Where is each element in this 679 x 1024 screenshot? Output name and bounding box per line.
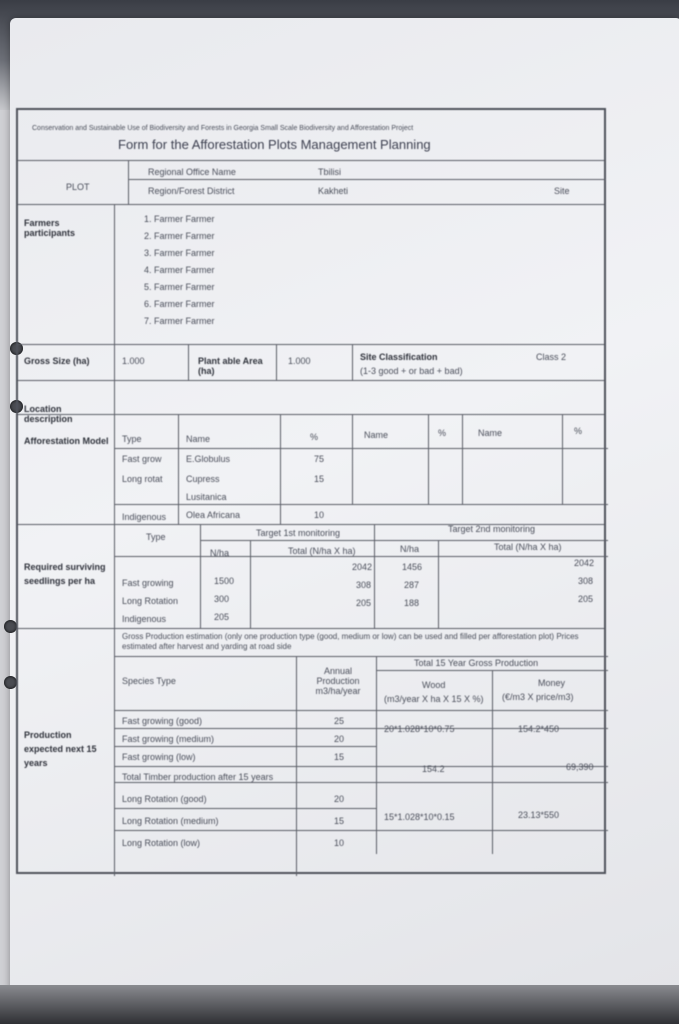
model-name-0: E.Globulus <box>186 454 231 464</box>
species-type-label: Species Type <box>122 676 176 686</box>
seedlings-n1-3: 205 <box>214 612 230 622</box>
seedlings-t1-2: 205 <box>356 598 372 608</box>
seedlings-n1-2: 300 <box>214 594 230 604</box>
site-class-label: Site Classification <box>360 352 438 362</box>
model-pct-1: 15 <box>314 474 325 484</box>
model-col-pct-3: % <box>574 426 583 436</box>
plant-area-value: 1.000 <box>288 356 311 366</box>
gross-size-label: Gross Size (ha) <box>24 356 90 366</box>
seedlings-col-target1: Target 1st monitoring <box>256 528 341 538</box>
prod-wood-3: 154.2 <box>422 764 445 774</box>
background-bottom <box>0 985 679 1024</box>
model-name-1: Cupress <box>186 474 220 484</box>
list-item: 5. Farmer Farmer <box>144 282 215 292</box>
gross-note: Gross Production estimation (only one production type (good, medium or low) can be used and filled per afforestation plot) Prices estimated after harvest and yarding at road side <box>122 632 579 651</box>
prod-money-5: 23.13*550 <box>518 810 560 820</box>
model-col-pct-2: % <box>438 428 447 438</box>
seedlings-t2-1: 308 <box>578 576 594 586</box>
prod-type-5: Long Rotation (medium) <box>122 816 219 826</box>
model-col-type: Type <box>122 434 142 444</box>
forest-label: Region/Forest District <box>148 186 235 196</box>
money-sub: (€/m3 X price/m3) <box>502 692 574 702</box>
list-item: 2. Farmer Farmer <box>144 231 215 241</box>
wood-label: Wood <box>422 680 446 690</box>
list-item: 1. Farmer Farmer <box>144 214 215 224</box>
prod-annual-2: 15 <box>334 752 345 762</box>
prod-type-4: Long Rotation (good) <box>122 794 207 804</box>
management-form <box>16 108 606 874</box>
prod-money-3: 69,390 <box>566 762 594 772</box>
model-col-name: Name <box>186 434 211 444</box>
total15-label: Total 15 Year Gross Production <box>414 658 539 668</box>
model-name-2: Lusitanica <box>186 492 227 502</box>
seedlings-n2-1: 287 <box>404 580 420 590</box>
seedlings-col-nha-2: N/ha <box>400 544 420 554</box>
prod-wood-5: 15*1.028*10*0.15 <box>384 812 455 822</box>
seedlings-t2-0: 2042 <box>574 558 595 568</box>
prod-type-6: Long Rotation (low) <box>122 838 201 848</box>
prod-annual-0: 25 <box>334 716 345 726</box>
location-label: Location description <box>24 404 73 424</box>
model-pct-0: 75 <box>314 454 325 464</box>
forest-value: Kakheti <box>318 186 349 196</box>
seedlings-col-nha: N/ha <box>210 548 230 558</box>
list-item: 7. Farmer Farmer <box>144 316 215 326</box>
prod-annual-4: 20 <box>334 794 345 804</box>
prod-type-2: Fast growing (low) <box>122 752 196 762</box>
list-item: 6. Farmer Farmer <box>144 299 215 309</box>
prod-type-0: Fast growing (good) <box>122 716 203 726</box>
region-label: Regional Office Name <box>148 167 236 177</box>
prod-type-3: Total Timber production after 15 years <box>122 772 274 782</box>
farmers-label: Farmers participants <box>24 218 76 238</box>
seedlings-n2-0: 1456 <box>402 562 423 572</box>
prod-annual-5: 15 <box>334 816 345 826</box>
seedlings-t2-2: 205 <box>578 594 594 604</box>
gross-size-value: 1.000 <box>122 356 145 366</box>
model-type-0: Fast grow <box>122 454 162 464</box>
plot-label: PLOT <box>66 182 90 192</box>
prod-annual-1: 20 <box>334 734 345 744</box>
model-type-3: Indigenous <box>122 512 167 522</box>
list-item: 3. Farmer Farmer <box>144 248 215 258</box>
annual-label: Annual Production m3/ha/year <box>315 666 361 696</box>
list-item: 4. Farmer Farmer <box>144 265 215 275</box>
plant-area-label: Plant able Area (ha) <box>198 356 263 376</box>
model-col-name-3: Name <box>478 428 503 438</box>
seedlings-col-total: Total (N/ha X ha) <box>288 546 356 556</box>
prod-type-1: Fast growing (medium) <box>122 734 215 744</box>
seedlings-col-total-2: Total (N/ha X ha) <box>494 542 562 552</box>
money-label: Money <box>538 678 566 688</box>
seedlings-type-3: Indigenous <box>122 614 167 624</box>
model-type-1: Long rotat <box>122 474 163 484</box>
wood-sub: (m3/year X ha X 15 X %) <box>384 694 484 704</box>
site-short: Site <box>554 186 570 196</box>
seedlings-t1-1: 308 <box>356 580 372 590</box>
region-value: Tbilisi <box>318 167 342 177</box>
seedlings-type-1: Fast growing <box>122 578 174 588</box>
model-col-pct: % <box>310 432 319 442</box>
seedlings-label: Required surviving seedlings per ha <box>24 562 106 586</box>
model-name-3: Olea Africana <box>186 510 241 520</box>
prod-wood-1: 20*1.028*10*0.75 <box>384 724 455 734</box>
seedlings-n2-2: 188 <box>404 598 420 608</box>
site-class-sub: (1-3 good + or bad + bad) <box>360 366 463 376</box>
prod-annual-6: 10 <box>334 838 345 848</box>
model-pct-3: 10 <box>314 510 325 520</box>
model-label: Afforestation Model <box>24 436 109 446</box>
seedlings-t1-0: 2042 <box>352 562 373 572</box>
seedlings-col-target2: Target 2nd monitoring <box>448 524 536 534</box>
production-label: Production expected next 15 years <box>24 730 97 768</box>
prod-money-1: 154.2*450 <box>518 724 560 734</box>
form-title: Form for the Afforestation Plots Management Planning <box>118 137 431 152</box>
header-line: Conservation and Sustainable Use of Biodiversity and Forests in Georgia Small Scale Biodiversity and Afforestation Project <box>32 125 414 132</box>
seedlings-n1-1: 1500 <box>214 576 235 586</box>
site-class-value: Class 2 <box>536 352 567 362</box>
seedlings-col-type: Type <box>146 532 166 542</box>
seedlings-type-2: Long Rotation <box>122 596 179 606</box>
model-col-name-2: Name <box>364 430 389 440</box>
